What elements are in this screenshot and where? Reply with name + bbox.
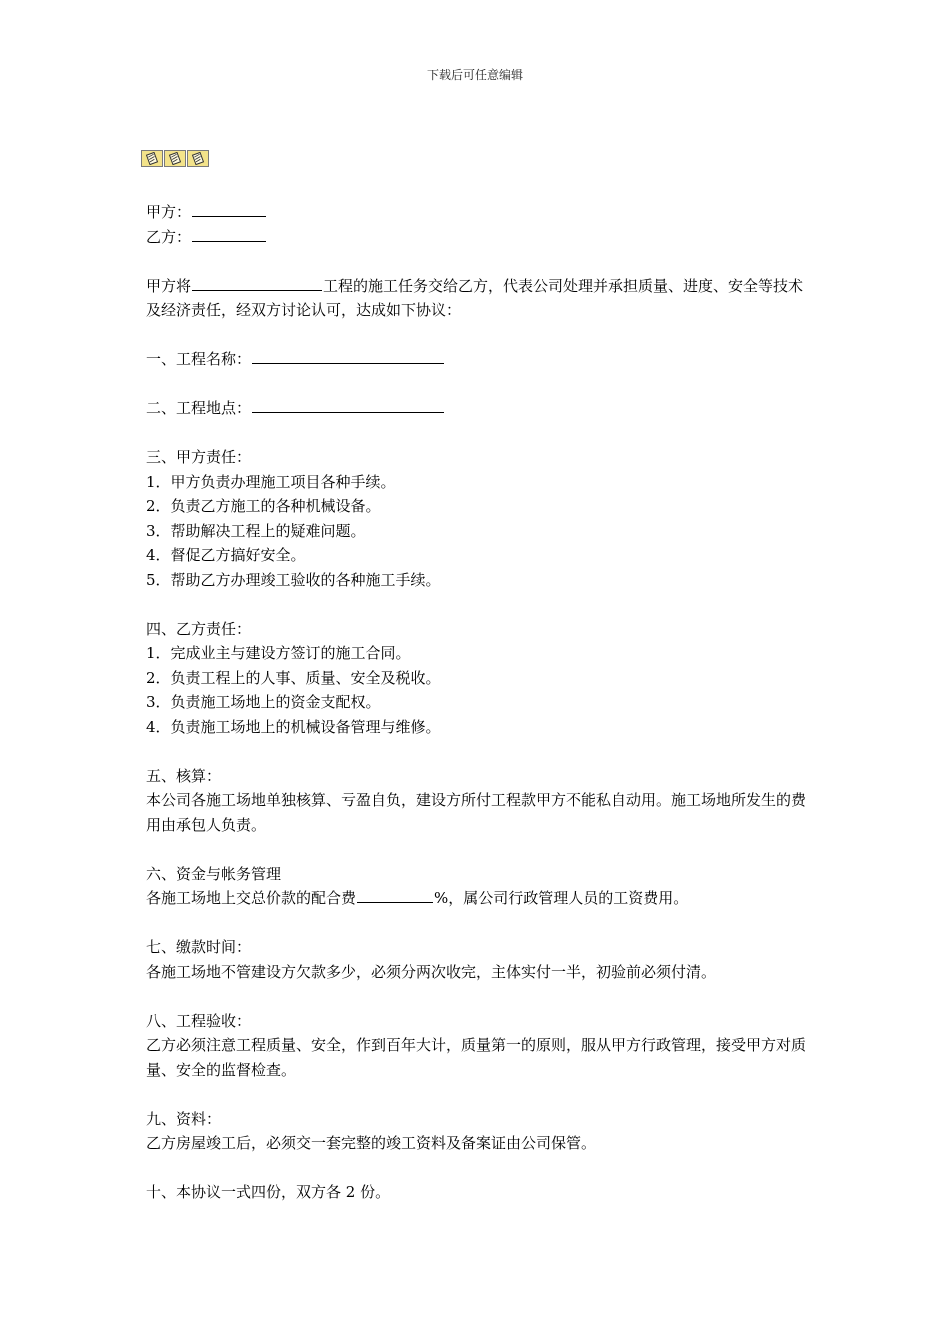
section-body: 乙方房屋竣工后，必须交一套完整的竣工资料及备案证由公司保管。 (146, 1134, 597, 1152)
list-item: 4．负责施工场地上的机械设备管理与维修。 (146, 717, 441, 736)
list-item: 1．甲方负责办理施工项目各种手续。 (146, 472, 396, 491)
list-item: 1．完成业主与建设方签订的施工合同。 (146, 644, 411, 662)
fee-suffix: %，属公司行政管理人员的工资费用。 (434, 889, 689, 907)
section-title: 五、核算： (146, 766, 222, 785)
fee-prefix: 各施工场地上交总价款的配合费 (146, 889, 357, 907)
section-body (146, 886, 806, 911)
section-title: 六、资金与帐务管理 (146, 864, 282, 883)
intro-prefix: 甲方将 (146, 276, 192, 295)
party-a-blank (192, 201, 266, 217)
project-location-line (146, 396, 806, 421)
project-name-label: 一、工程名称： (146, 350, 252, 368)
party-b-line (146, 225, 806, 250)
section-body: 各施工场地不管建设方欠款多少，必须分两次收完，主体实付一半，初验前必须付清。 (146, 962, 717, 981)
section-title: 四、乙方责任： (146, 619, 252, 638)
section-body: 本公司各施工场地单独核算、亏盈自负，建设方所付工程款甲方不能私自动用。施工场地所发生的费用由承包人负责。 (146, 791, 807, 834)
list-item: 5．帮助乙方办理竣工验收的各种施工手续。 (146, 570, 441, 589)
document-icon (187, 150, 209, 167)
list-item: 4．督促乙方搞好安全。 (146, 546, 306, 564)
document-icon (141, 150, 163, 167)
project-location-label: 二、工程地点： (146, 399, 252, 417)
list-item: 3．负责施工场地上的资金支配权。 (146, 693, 381, 711)
section-title: 八、工程验收： (146, 1011, 252, 1030)
section-title: 七、缴款时间： (146, 938, 252, 956)
project-name-blank (252, 348, 444, 364)
party-a-line (146, 200, 806, 225)
header-note: 下载后可任意编辑 (426, 68, 523, 82)
list-item: 3．帮助解决工程上的疑难问题。 (146, 521, 366, 540)
fee-rate-blank (357, 887, 433, 903)
intro-suffix: 工程的施工任务交给乙方，代表公司处理并承担质量、进度、安全等技术及经济责任，经双方讨论认可，达成如下协议： (146, 276, 804, 319)
list-item: 2．负责工程上的人事、质量、安全及税收。 (146, 668, 441, 687)
document-body (146, 200, 806, 1205)
intro-paragraph (146, 274, 806, 323)
list-item: 2．负责乙方施工的各种机械设备。 (146, 497, 381, 515)
section-body: 乙方必须注意工程质量、安全，作到百年大计，质量第一的原则，服从甲方行政管理，接受甲方对质量、安全的监督检查。 (146, 1036, 807, 1079)
project-name-line (146, 347, 806, 372)
party-b-label: 乙方： (146, 227, 192, 246)
party-b-blank (192, 226, 266, 242)
icon-row (141, 150, 209, 167)
closing-clause: 十、本协议一式四份，双方各 2 份。 (146, 1183, 391, 1201)
project-location-blank (252, 397, 444, 413)
project-blank (192, 275, 322, 291)
section-title: 九、资料： (146, 1109, 222, 1128)
section-title: 三、甲方责任： (146, 448, 252, 466)
party-a-label: 甲方： (146, 203, 192, 221)
document-icon (164, 150, 186, 167)
